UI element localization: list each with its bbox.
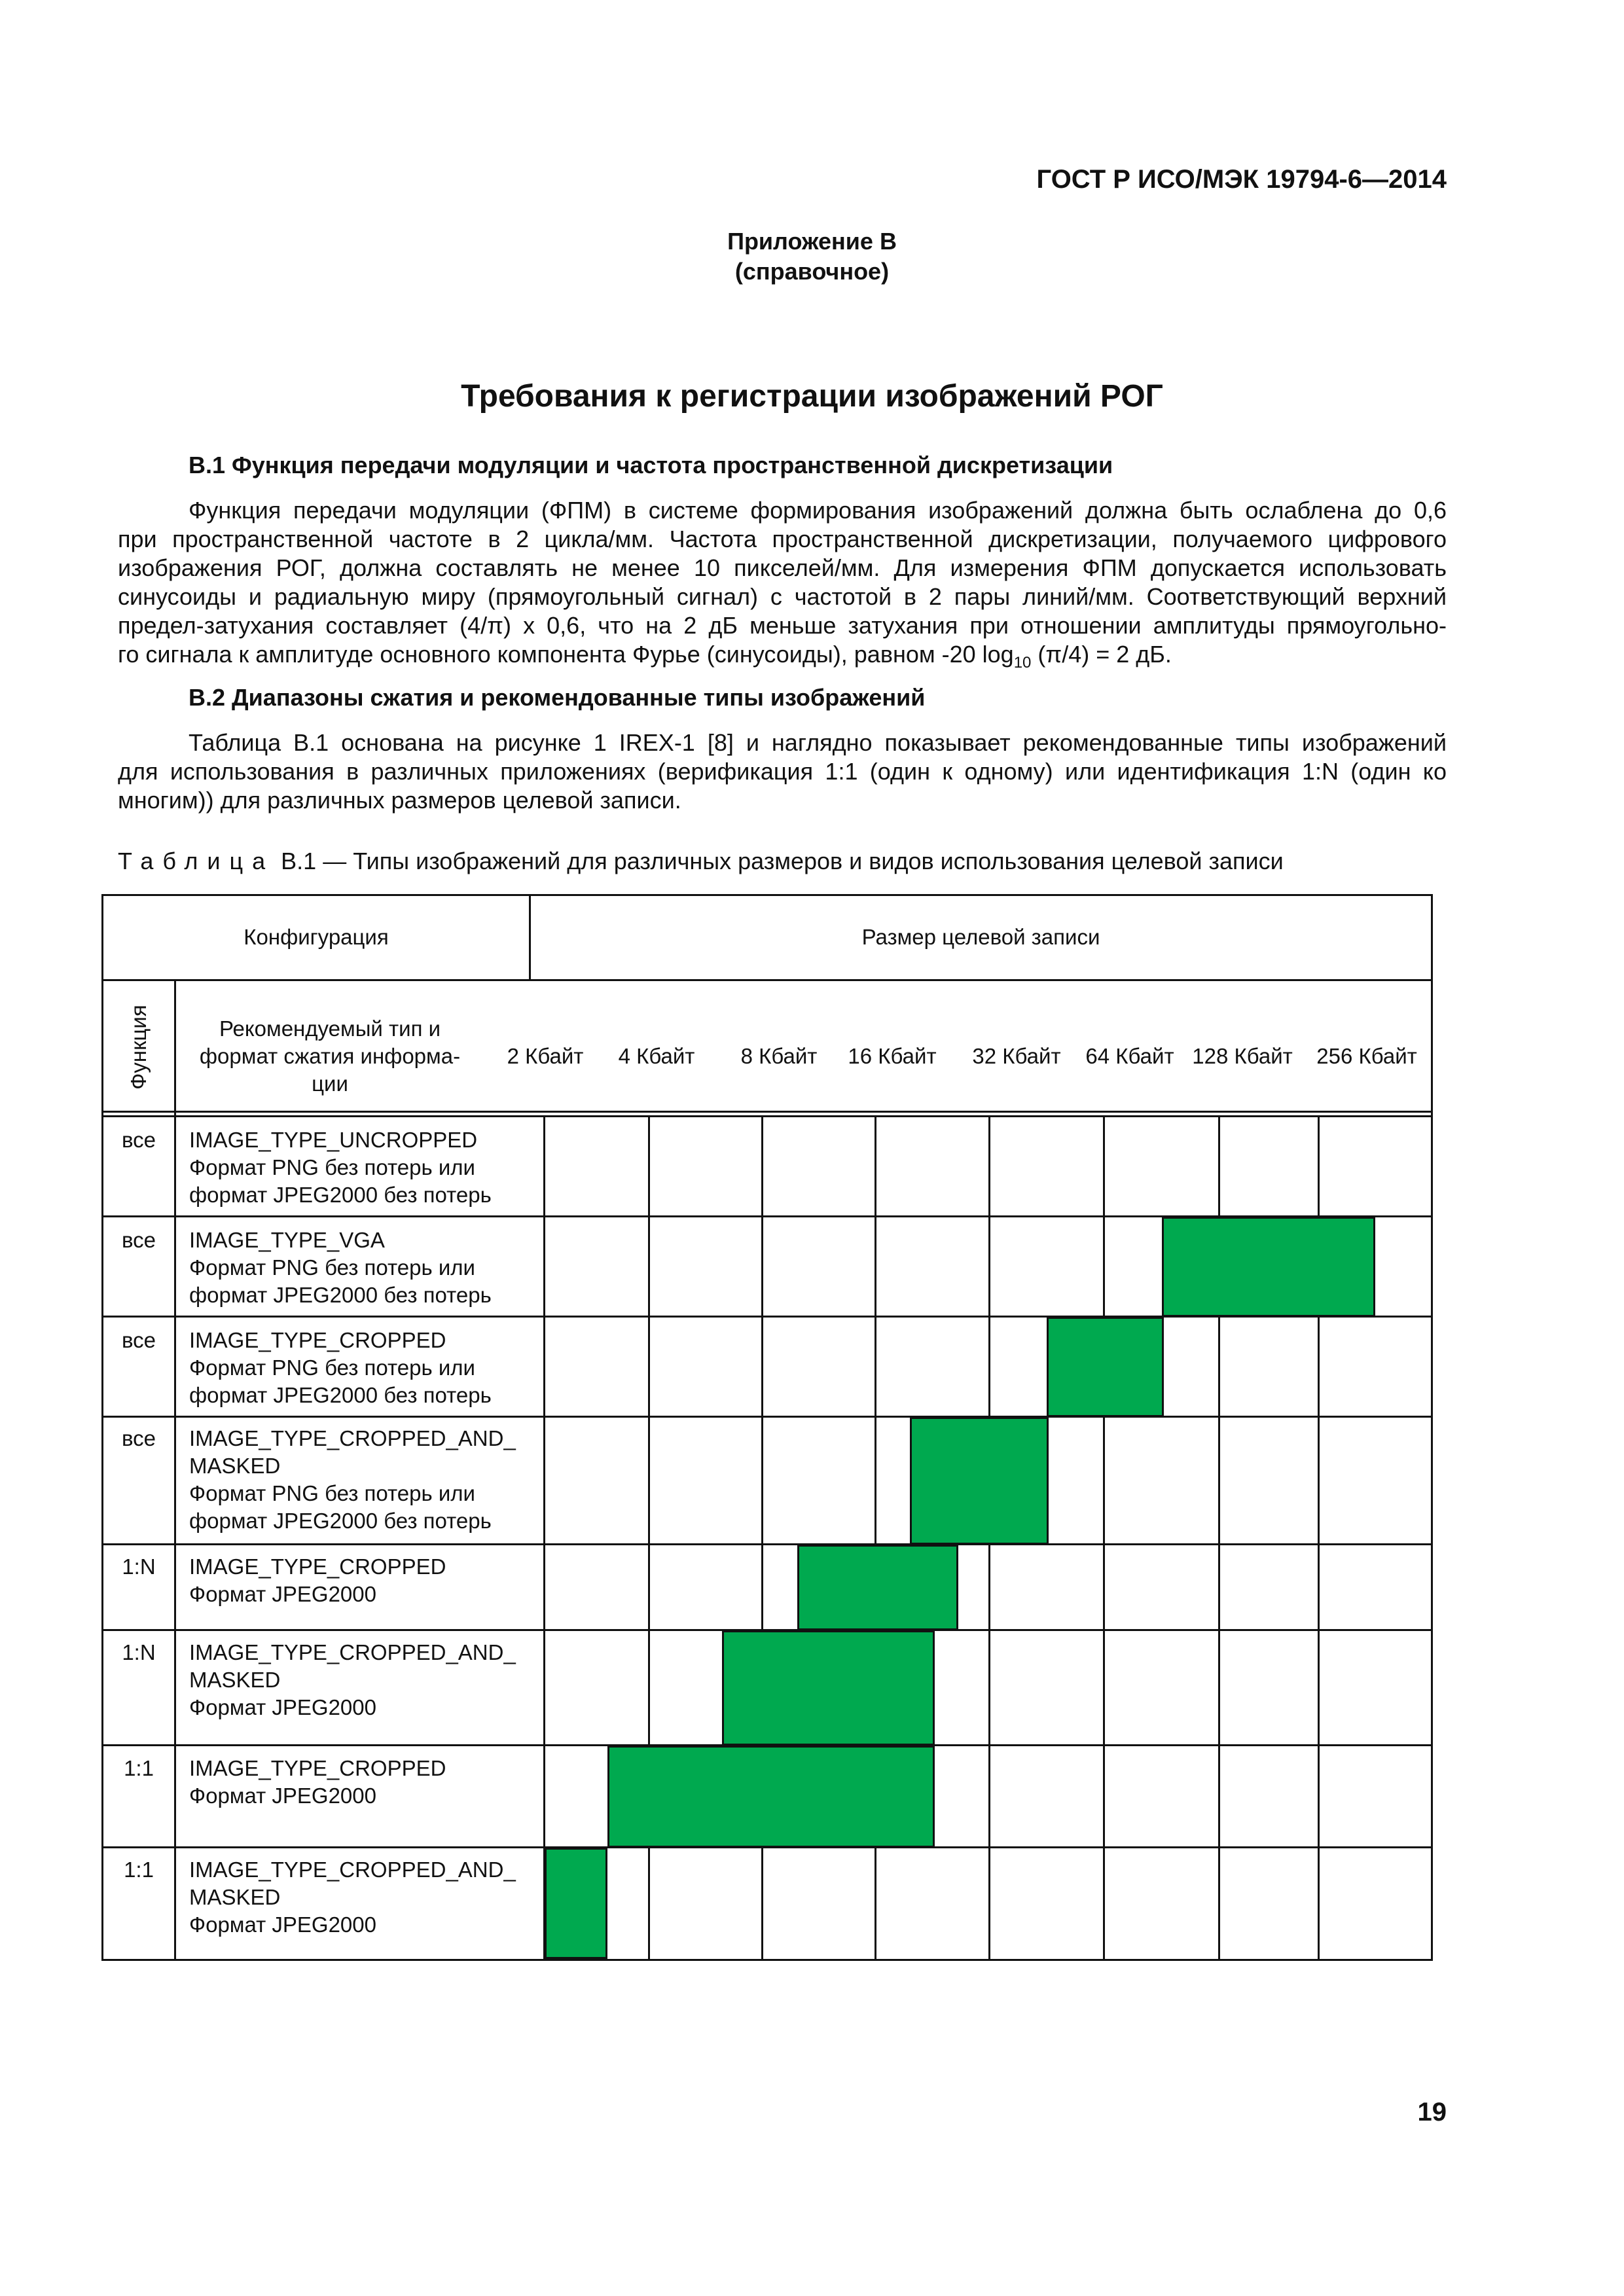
row-line: IMAGE_TYPE_VGA <box>189 1228 385 1252</box>
header-configuration: Конфигурация <box>244 925 389 949</box>
row-line: IMAGE_TYPE_CROPPED <box>189 1328 446 1352</box>
paragraph-line: при пространственной частоте в 2 цикла/мм. Частота пространственной дискретизации, получаемого цифрового <box>118 526 1447 552</box>
table-caption-text: В.1 — Типы изображений для различных размеров и видов использования целевой записи <box>281 848 1284 874</box>
range-highlight <box>797 1545 958 1630</box>
formula-text-end: (π/4) = 2 дБ. <box>1031 641 1172 668</box>
standard-designation: ГОСТ Р ИСО/МЭК 19794-6—2014 <box>1036 165 1447 194</box>
row-function: все <box>121 1128 156 1152</box>
annex-name: Приложение В <box>727 228 897 255</box>
row-function: 1:N <box>122 1554 156 1579</box>
size-label: 256 Кбайт <box>1316 1044 1417 1068</box>
section-b2-paragraph <box>118 728 1447 815</box>
table-rule <box>103 979 1431 981</box>
row-line: Формат PNG без потерь или <box>189 1355 475 1380</box>
row-line: формат JPEG2000 без потерь <box>189 1509 492 1533</box>
row-line: формат JPEG2000 без потерь <box>189 1383 492 1407</box>
paragraph-line <box>118 640 1447 677</box>
table-rule <box>103 1111 1431 1113</box>
row-line: Формат JPEG2000 <box>189 1784 376 1808</box>
row-function: 1:N <box>122 1640 156 1664</box>
row-line: MASKED <box>189 1668 281 1692</box>
row-type-text <box>189 1227 530 1309</box>
row-line: IMAGE_TYPE_CROPPED_AND_ <box>189 1640 516 1664</box>
row-line: Формат JPEG2000 <box>189 1582 376 1606</box>
row-line: Формат JPEG2000 <box>189 1695 376 1719</box>
section-heading-b2: В.2 Диапазоны сжатия и рекомендованные типы изображений <box>189 684 926 711</box>
size-label: 64 Кбайт <box>1085 1044 1174 1068</box>
row-function: 1:1 <box>124 1756 154 1780</box>
header-line: Рекомендуемый тип и <box>219 1016 441 1041</box>
table-rule <box>1103 1115 1105 1959</box>
range-highlight <box>545 1848 607 1959</box>
row-line: MASKED <box>189 1885 281 1909</box>
size-label: 2 Кбайт <box>507 1044 584 1068</box>
row-type-text <box>189 1126 530 1209</box>
table-caption-label: Таблица <box>118 848 275 874</box>
row-line: MASKED <box>189 1454 281 1478</box>
row-type-text <box>189 1856 530 1939</box>
page-number: 19 <box>1417 2098 1447 2126</box>
range-highlight <box>1047 1317 1164 1417</box>
row-line: IMAGE_TYPE_CROPPED <box>189 1554 446 1579</box>
paragraph-line: Функция передачи модуляции (ФПМ) в системе формирования изображений должна быть ослаблена до 0,6 <box>189 497 1447 524</box>
row-line: IMAGE_TYPE_CROPPED <box>189 1756 446 1780</box>
paragraph-line: синусоиды и радиальную миру (прямоугольный сигнал) с частотой в 2 пары линий/мм. Соответствующий верхний <box>118 583 1447 610</box>
section-heading-b1: В.1 Функция передачи модуляции и частота пространственной дискретизации <box>189 452 1113 478</box>
range-highlight <box>1162 1217 1375 1317</box>
table-rule <box>103 1543 1431 1545</box>
size-label: 128 Кбайт <box>1192 1044 1293 1068</box>
row-line: IMAGE_TYPE_UNCROPPED <box>189 1128 478 1152</box>
row-line: формат JPEG2000 без потерь <box>189 1183 492 1207</box>
size-label: 4 Кбайт <box>618 1044 695 1068</box>
header-line: ции <box>312 1071 348 1096</box>
row-line: IMAGE_TYPE_CROPPED_AND_ <box>189 1426 516 1450</box>
range-highlight <box>607 1746 935 1848</box>
row-function: 1:1 <box>124 1857 154 1882</box>
paragraph-line: изображения РОГ, должна составлять не менее 10 пикселей/мм. Для измерения ФПМ допускается использовать <box>118 554 1447 581</box>
row-type-text <box>189 1327 530 1409</box>
row-line: Формат JPEG2000 <box>189 1912 376 1937</box>
size-label: 32 Кбайт <box>972 1044 1061 1068</box>
header-function: Функция <box>126 1005 151 1090</box>
table-rule <box>174 979 176 1959</box>
table-rule <box>103 1416 1431 1418</box>
row-line: Формат PNG без потерь или <box>189 1255 475 1280</box>
row-type-text <box>189 1425 530 1535</box>
paragraph-line: многим)) для различных размеров целевой записи. <box>118 787 681 814</box>
row-function: все <box>121 1228 156 1252</box>
row-line: IMAGE_TYPE_CROPPED_AND_ <box>189 1857 516 1882</box>
row-type-text <box>189 1755 530 1810</box>
paragraph-line: предел-затухания составляет (4/π) х 0,6, что на 2 дБ меньше затухания при отношении амплитуды прямоугольно- <box>118 612 1447 639</box>
annex-kind: (справочное) <box>734 258 890 285</box>
paragraph-line: для использования в различных приложениях (верификация 1:1 (один к одному) или идентификация 1:N (один ко <box>118 758 1447 785</box>
row-type-text <box>189 1639 530 1721</box>
formula-text: го сигнала к амплитуде основного компонента Фурье (синусоиды), равном -20 log <box>118 641 1014 668</box>
row-line: Формат PNG без потерь или <box>189 1155 475 1179</box>
row-function: все <box>121 1426 156 1450</box>
table-rule <box>543 1115 545 1959</box>
header-line: формат сжатия информа- <box>199 1044 461 1068</box>
section-b1-paragraph <box>118 496 1447 677</box>
formula-subscript: 10 <box>1013 654 1032 672</box>
header-record-size: Размер целевой записи <box>861 925 1100 949</box>
row-line: формат JPEG2000 без потерь <box>189 1283 492 1307</box>
table-rule <box>103 1115 1431 1117</box>
paragraph-line: Таблица В.1 основана на рисунке 1 IREX-1 [8] и наглядно показывает рекомендованные типы изображений <box>189 729 1447 756</box>
row-line: Формат PNG без потерь или <box>189 1481 475 1505</box>
row-function: все <box>121 1328 156 1352</box>
size-label: 8 Кбайт <box>740 1044 818 1068</box>
image-types-table <box>101 894 1433 1961</box>
header-recommended-type <box>176 1015 484 1098</box>
page-title: Требования к регистрации изображений РОГ <box>461 379 1163 414</box>
table-caption <box>118 848 1284 875</box>
size-label: 16 Кбайт <box>848 1044 937 1068</box>
range-highlight <box>910 1417 1049 1545</box>
range-highlight <box>722 1630 935 1746</box>
row-type-text <box>189 1553 530 1608</box>
